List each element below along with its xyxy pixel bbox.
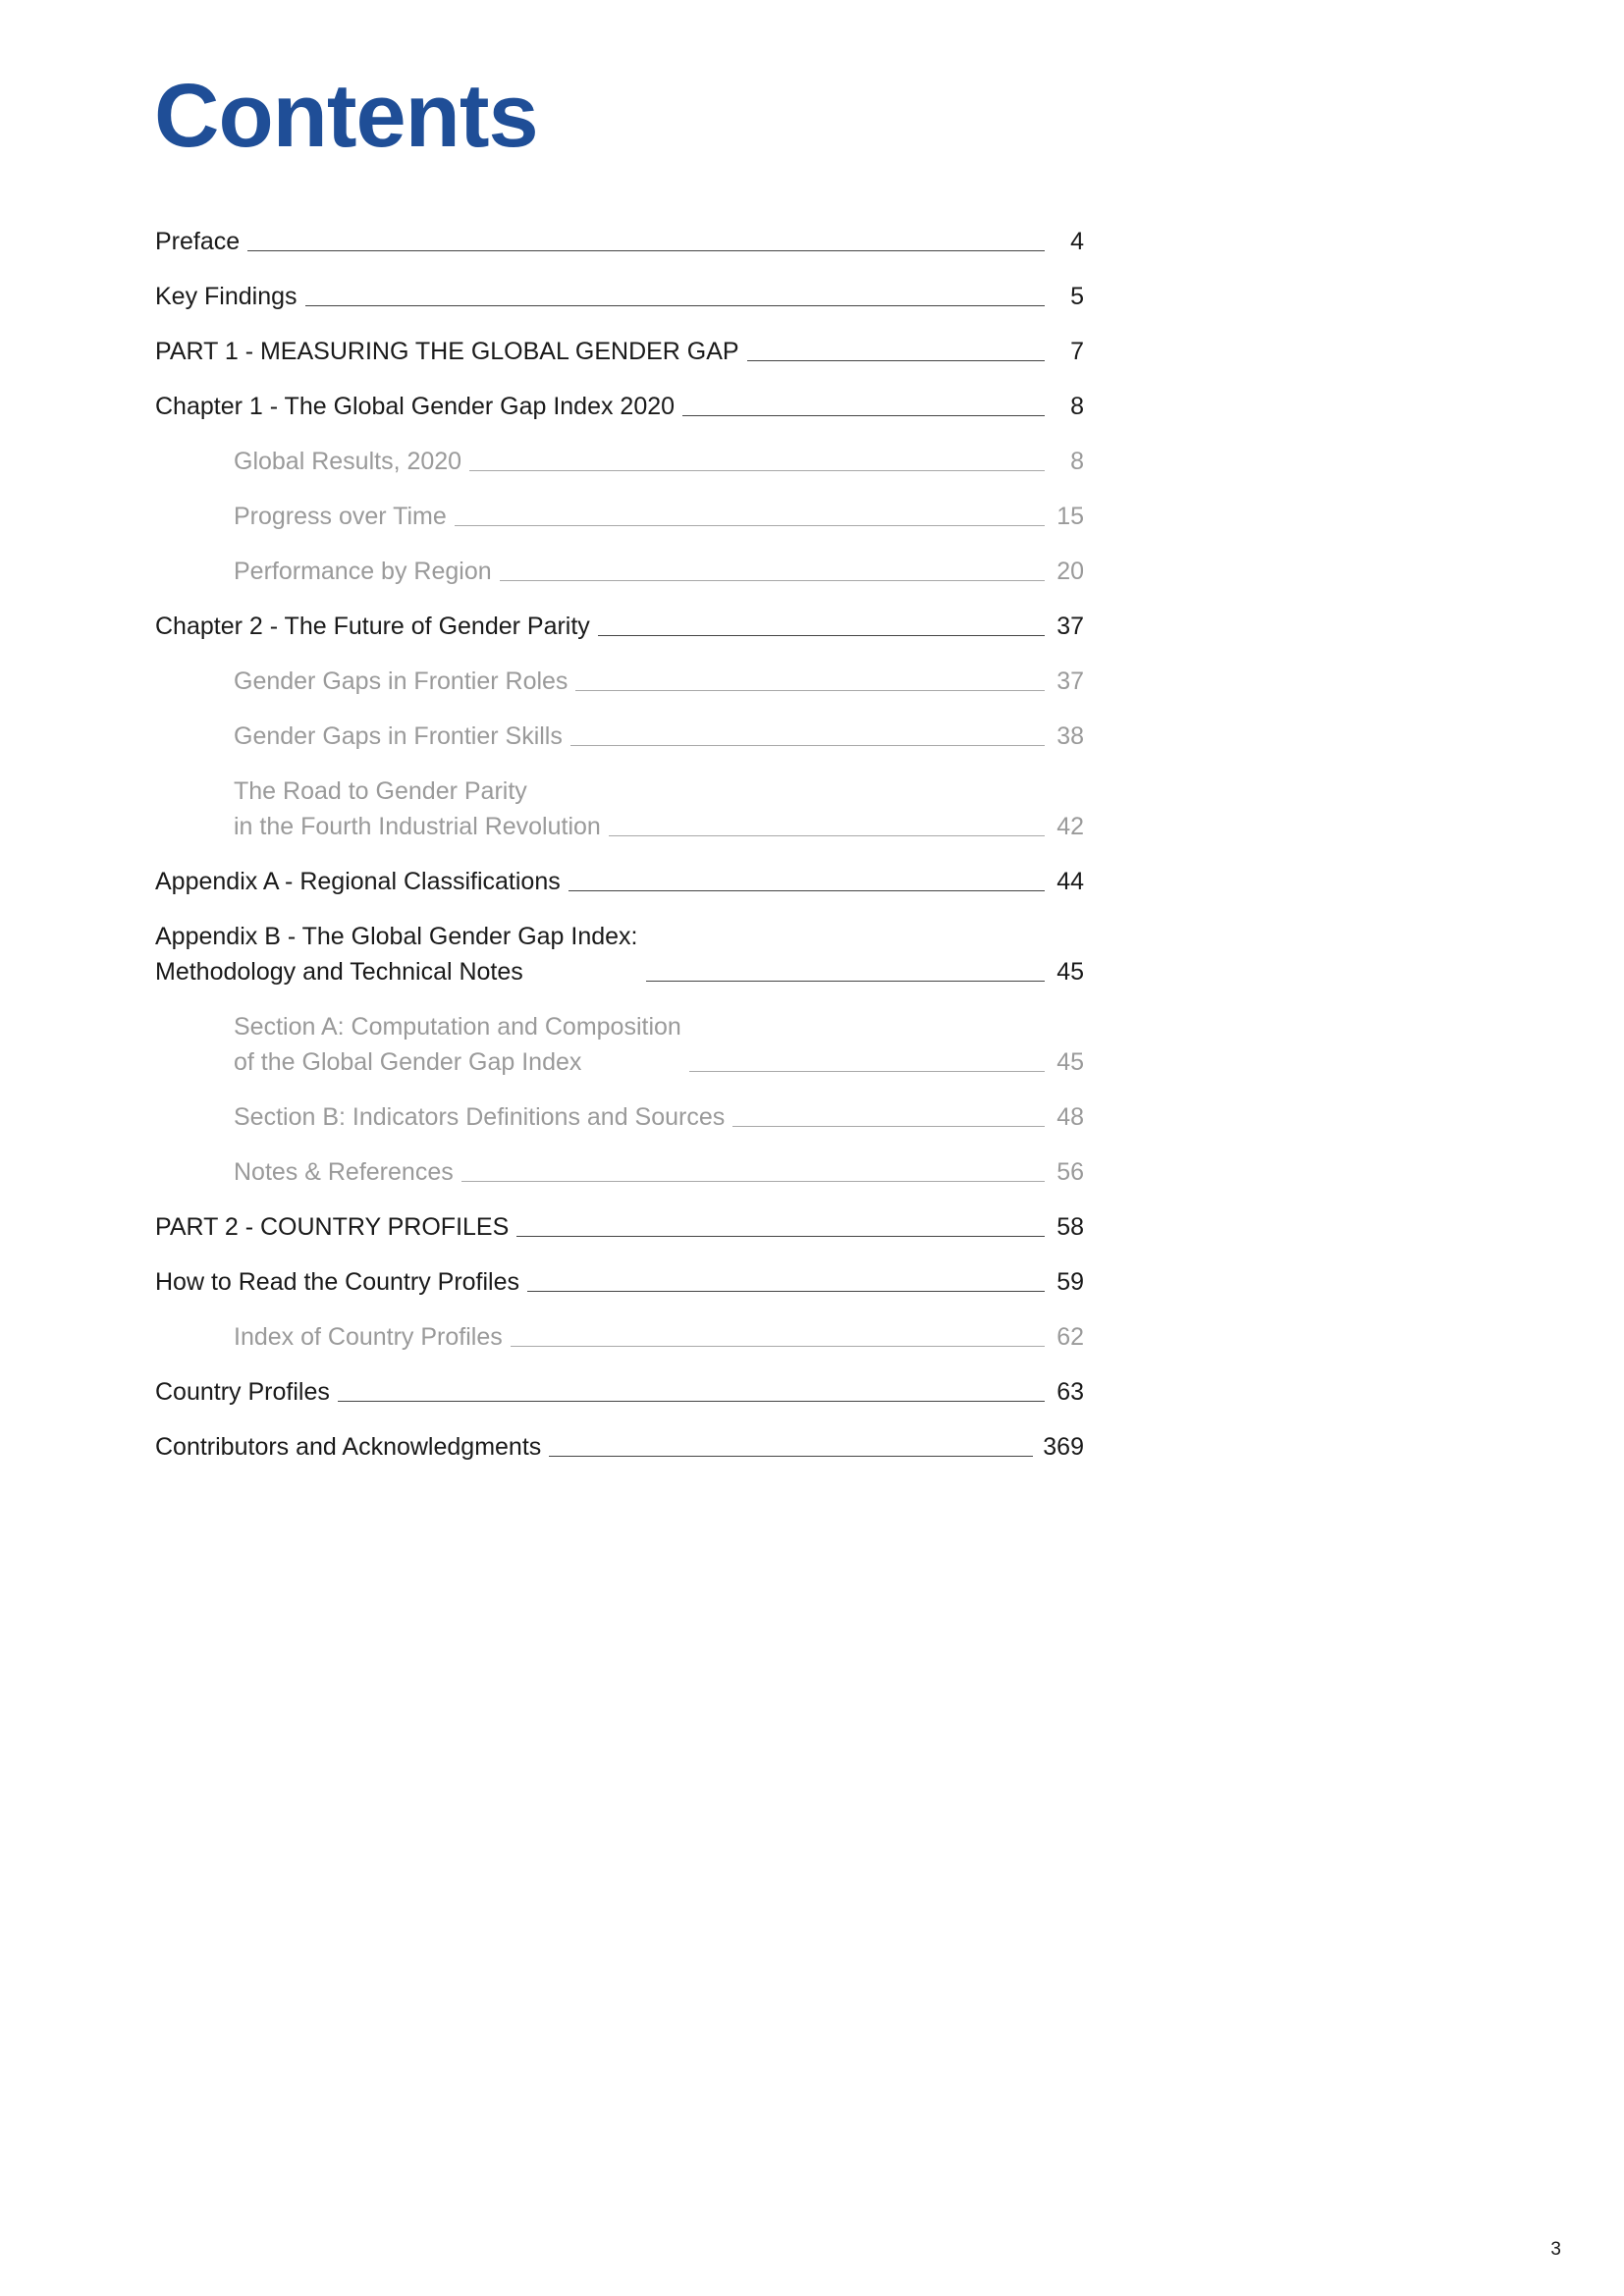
toc-entry-label	[155, 389, 675, 424]
toc-entry-label-line: How to Read the Country Profiles	[155, 1268, 520, 1296]
toc-entry-label	[155, 224, 240, 259]
toc-entry-label-line: Chapter 2 - The Future of Gender Parity	[155, 613, 590, 640]
toc-leader-line	[575, 690, 1045, 691]
toc-leader-line	[570, 745, 1045, 746]
toc-entry-label	[234, 774, 601, 844]
toc-entry-label-line: Progress over Time	[234, 503, 447, 530]
toc-page-number: 48	[1056, 1103, 1084, 1131]
toc-page-number: 8	[1070, 393, 1084, 420]
toc-page-number: 15	[1056, 503, 1084, 530]
toc-page-number: 8	[1070, 448, 1084, 475]
toc-page-number: 4	[1070, 228, 1084, 255]
toc-entry-label	[155, 1209, 509, 1245]
toc-entry[interactable]	[155, 664, 1084, 699]
toc-entry[interactable]	[155, 1209, 1084, 1245]
toc-entry-label-line: Global Results, 2020	[234, 448, 462, 475]
toc-entry-label	[155, 1374, 330, 1410]
toc-entry-label-line: Notes & References	[234, 1158, 454, 1186]
toc-leader-line	[247, 250, 1045, 251]
toc-entry[interactable]	[155, 499, 1084, 534]
toc-entry[interactable]	[155, 919, 1084, 989]
toc-entry-label	[234, 1099, 725, 1135]
toc-leader-line	[511, 1346, 1045, 1347]
toc-page-number: 20	[1056, 558, 1084, 585]
toc-entry[interactable]	[155, 1374, 1084, 1410]
toc-leader-line	[500, 580, 1045, 581]
toc-leader-line	[747, 360, 1045, 361]
toc-entry-label-line: Preface	[155, 228, 241, 255]
toc-entry-label-line: Section A: Computation and Composition	[234, 1013, 681, 1041]
page-title: Contents	[154, 66, 538, 166]
toc-leader-line	[527, 1291, 1045, 1292]
toc-leader-line	[609, 835, 1045, 836]
toc-entry-label-line: Country Profiles	[155, 1378, 330, 1406]
toc-page-number: 7	[1070, 338, 1084, 365]
toc-entry-label-line: Gender Gaps in Frontier Skills	[234, 722, 563, 750]
toc-leader-line	[469, 470, 1045, 471]
toc-entry-label	[155, 334, 739, 369]
toc-leader-line	[646, 981, 1045, 982]
toc-entry-label	[155, 864, 561, 899]
toc-page-number: 42	[1056, 813, 1084, 840]
toc-page-number: 56	[1056, 1158, 1084, 1186]
toc-page-number: 45	[1056, 958, 1084, 986]
toc-entry-label-line: Section B: Indicators Definitions and Sources	[234, 1103, 726, 1131]
toc-leader-line	[689, 1071, 1045, 1072]
toc-entry-label	[234, 719, 563, 754]
toc-entry[interactable]	[155, 609, 1084, 644]
toc-entry-label-line: The Road to Gender Parity	[234, 777, 527, 805]
toc-entry-label-line: Appendix B - The Global Gender Gap Index:	[155, 923, 638, 950]
toc-entry[interactable]	[155, 554, 1084, 589]
toc-entry[interactable]	[155, 1099, 1084, 1135]
toc-page-number: 44	[1056, 868, 1084, 895]
toc-entry-label-line: PART 2 - COUNTRY PROFILES	[155, 1213, 510, 1241]
toc-leader-line	[305, 305, 1045, 306]
toc-entry[interactable]	[155, 389, 1084, 424]
toc-entry-label	[155, 1429, 541, 1465]
toc-entry-label-line: Performance by Region	[234, 558, 492, 585]
toc-entry-label	[155, 919, 638, 989]
toc-entry[interactable]	[155, 774, 1084, 844]
toc-page-number: 37	[1056, 667, 1084, 695]
toc-entry-label-line: Contributors and Acknowledgments	[155, 1433, 542, 1461]
toc-leader-line	[338, 1401, 1045, 1402]
toc-leader-line	[598, 635, 1045, 636]
toc-page-number: 369	[1043, 1433, 1084, 1461]
toc-page-number: 62	[1056, 1323, 1084, 1351]
toc-page-number: 59	[1056, 1268, 1084, 1296]
toc-entry-label	[234, 444, 461, 479]
toc-entry[interactable]	[155, 1154, 1084, 1190]
toc-leader-line	[516, 1236, 1045, 1237]
toc-page-number: 45	[1056, 1048, 1084, 1076]
toc-entry[interactable]	[155, 1429, 1084, 1465]
toc-entry-label-line: Gender Gaps in Frontier Roles	[234, 667, 568, 695]
toc-entry[interactable]	[155, 1264, 1084, 1300]
toc-entry-label	[155, 279, 298, 314]
toc-entry[interactable]	[155, 224, 1084, 259]
toc-entry-label-line: Appendix A - Regional Classifications	[155, 868, 561, 895]
toc-entry-label	[234, 1009, 681, 1080]
toc-page-number: 37	[1056, 613, 1084, 640]
toc-entry-label	[234, 554, 492, 589]
toc-entry[interactable]	[155, 864, 1084, 899]
toc-leader-line	[682, 415, 1045, 416]
toc-leader-line	[732, 1126, 1045, 1127]
toc-leader-line	[455, 525, 1045, 526]
page-number: 3	[1550, 2239, 1561, 2260]
toc-entry-label-line: in the Fourth Industrial Revolution	[234, 813, 601, 840]
toc-entry[interactable]	[155, 444, 1084, 479]
toc-entry[interactable]	[155, 1319, 1084, 1355]
toc-entry-label	[234, 1154, 454, 1190]
toc-entry-label	[155, 609, 590, 644]
toc-leader-line	[568, 890, 1045, 891]
toc-entry-label-line: of the Global Gender Gap Index	[234, 1048, 582, 1076]
toc-entry-label	[234, 664, 568, 699]
toc-entry-label-line: Methodology and Technical Notes	[155, 958, 523, 986]
table-of-contents	[155, 224, 1084, 1484]
toc-page-number: 58	[1056, 1213, 1084, 1241]
toc-entry[interactable]	[155, 279, 1084, 314]
toc-entry[interactable]	[155, 334, 1084, 369]
toc-leader-line	[549, 1456, 1033, 1457]
toc-leader-line	[461, 1181, 1045, 1182]
toc-entry[interactable]	[155, 1009, 1084, 1080]
toc-entry-label-line: Index of Country Profiles	[234, 1323, 503, 1351]
toc-entry-label-line: Chapter 1 - The Global Gender Gap Index 2020	[155, 393, 676, 420]
toc-entry-label	[234, 499, 447, 534]
toc-page-number: 5	[1070, 283, 1084, 310]
toc-page-number: 63	[1056, 1378, 1084, 1406]
toc-page-number: 38	[1056, 722, 1084, 750]
toc-entry-label-line: Key Findings	[155, 283, 298, 310]
toc-entry-label	[234, 1319, 503, 1355]
toc-entry-label	[155, 1264, 519, 1300]
toc-entry-label-line: PART 1 - MEASURING THE GLOBAL GENDER GAP	[155, 338, 739, 365]
toc-entry[interactable]	[155, 719, 1084, 754]
